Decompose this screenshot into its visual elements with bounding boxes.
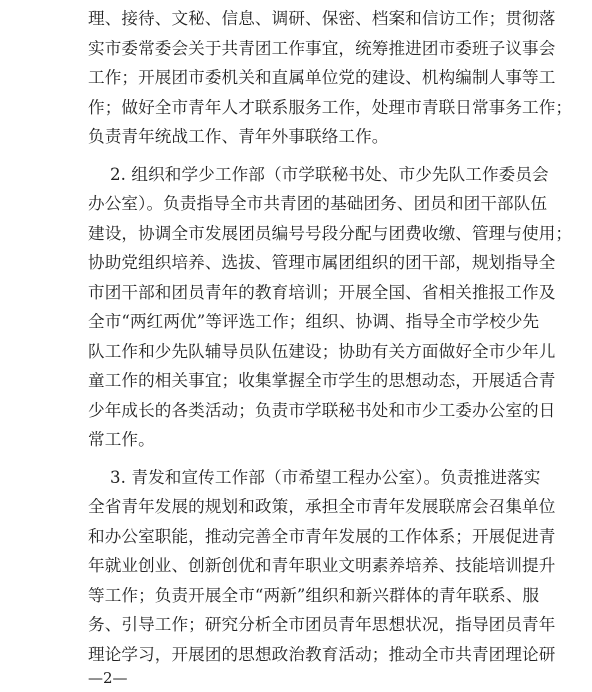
paragraph-line: 和办公室职能，推动完善全市青年发展的工作体系；开展促进青 — [88, 526, 556, 546]
paragraph-gap — [88, 152, 522, 160]
page-number: —2— — [88, 669, 128, 687]
paragraph-line: 务、引导工作；研究分析全市团员青年思想状况，指导团员青年 — [88, 615, 556, 634]
paragraph-line: 队工作和少先队辅导员队伍建设；协助有关方面做好全市少年儿 — [88, 341, 556, 361]
paragraph-line: 理、接待、文秘、信息、调研、保密、档案和信访工作；贯彻落 — [88, 9, 556, 28]
paragraph-line: 等工作；负责开展全市“两新”组织和新兴群体的青年联系、服 — [88, 585, 540, 605]
paragraph-line: 少年成长的各类活动；负责市学联秘书处和市少工委办公室的日 — [88, 400, 556, 420]
paragraph-line: 全省青年发展的规划和政策，承担全市青年发展联席会召集单位 — [88, 497, 556, 516]
paragraph-2 — [88, 160, 573, 455]
section-heading-line: 2. 组织和学少工作部（市学联秘书处、市少先队工作委员会 — [110, 164, 549, 184]
paragraph-line: 全市“两红两优”等评选工作；组织、协调、指导全市学校少先 — [88, 312, 540, 331]
paragraph-line: 协助党组织培养、选拔、管理市属团组织的团干部，规划指导全 — [88, 253, 556, 272]
paragraph-line: 理论学习，开展团的思想政治教育活动；推动全市共青团理论研 — [88, 644, 556, 664]
paragraph-line: 负责青年统战工作、青年外事联络工作。 — [88, 127, 389, 146]
paragraph-line: 市团干部和团员青年的教育培训；开展全国、省相关推报工作及 — [88, 282, 556, 302]
section-heading-line: 3. 青发和宣传工作部（市希望工程办公室）。负责推进落实 — [110, 467, 541, 487]
paragraph-line: 实市委常委会关于共青团工作事宜，统筹推进团市委班子议事会 — [88, 38, 556, 58]
paragraph-line: 工作；开展团市委机关和直属单位党的建设、机构编制人事等工 — [88, 68, 556, 87]
paragraph-line: 办公室）。负责指导全市共青团的基础团务、团员和团干部队伍 — [88, 194, 548, 213]
paragraph-1 — [88, 4, 573, 152]
body-text — [88, 4, 573, 669]
paragraph-line: 年就业创业、创新创优和青年职业文明素养培养、技能培训提升 — [88, 556, 556, 575]
paragraph-line: 常工作。 — [88, 430, 155, 449]
paragraph-3 — [88, 463, 556, 670]
paragraph-line: 童工作的相关事宜；收集掌握全市学生的思想动态，开展适合青 — [88, 371, 556, 390]
paragraph-gap — [88, 455, 522, 463]
paragraph-line: 建设，协调全市发展团员编号号段分配与团费收缴、管理与使用； — [88, 223, 573, 243]
paragraph-line: 作；做好全市青年人才联系服务工作，处理市青联日常事务工作； — [88, 97, 573, 117]
